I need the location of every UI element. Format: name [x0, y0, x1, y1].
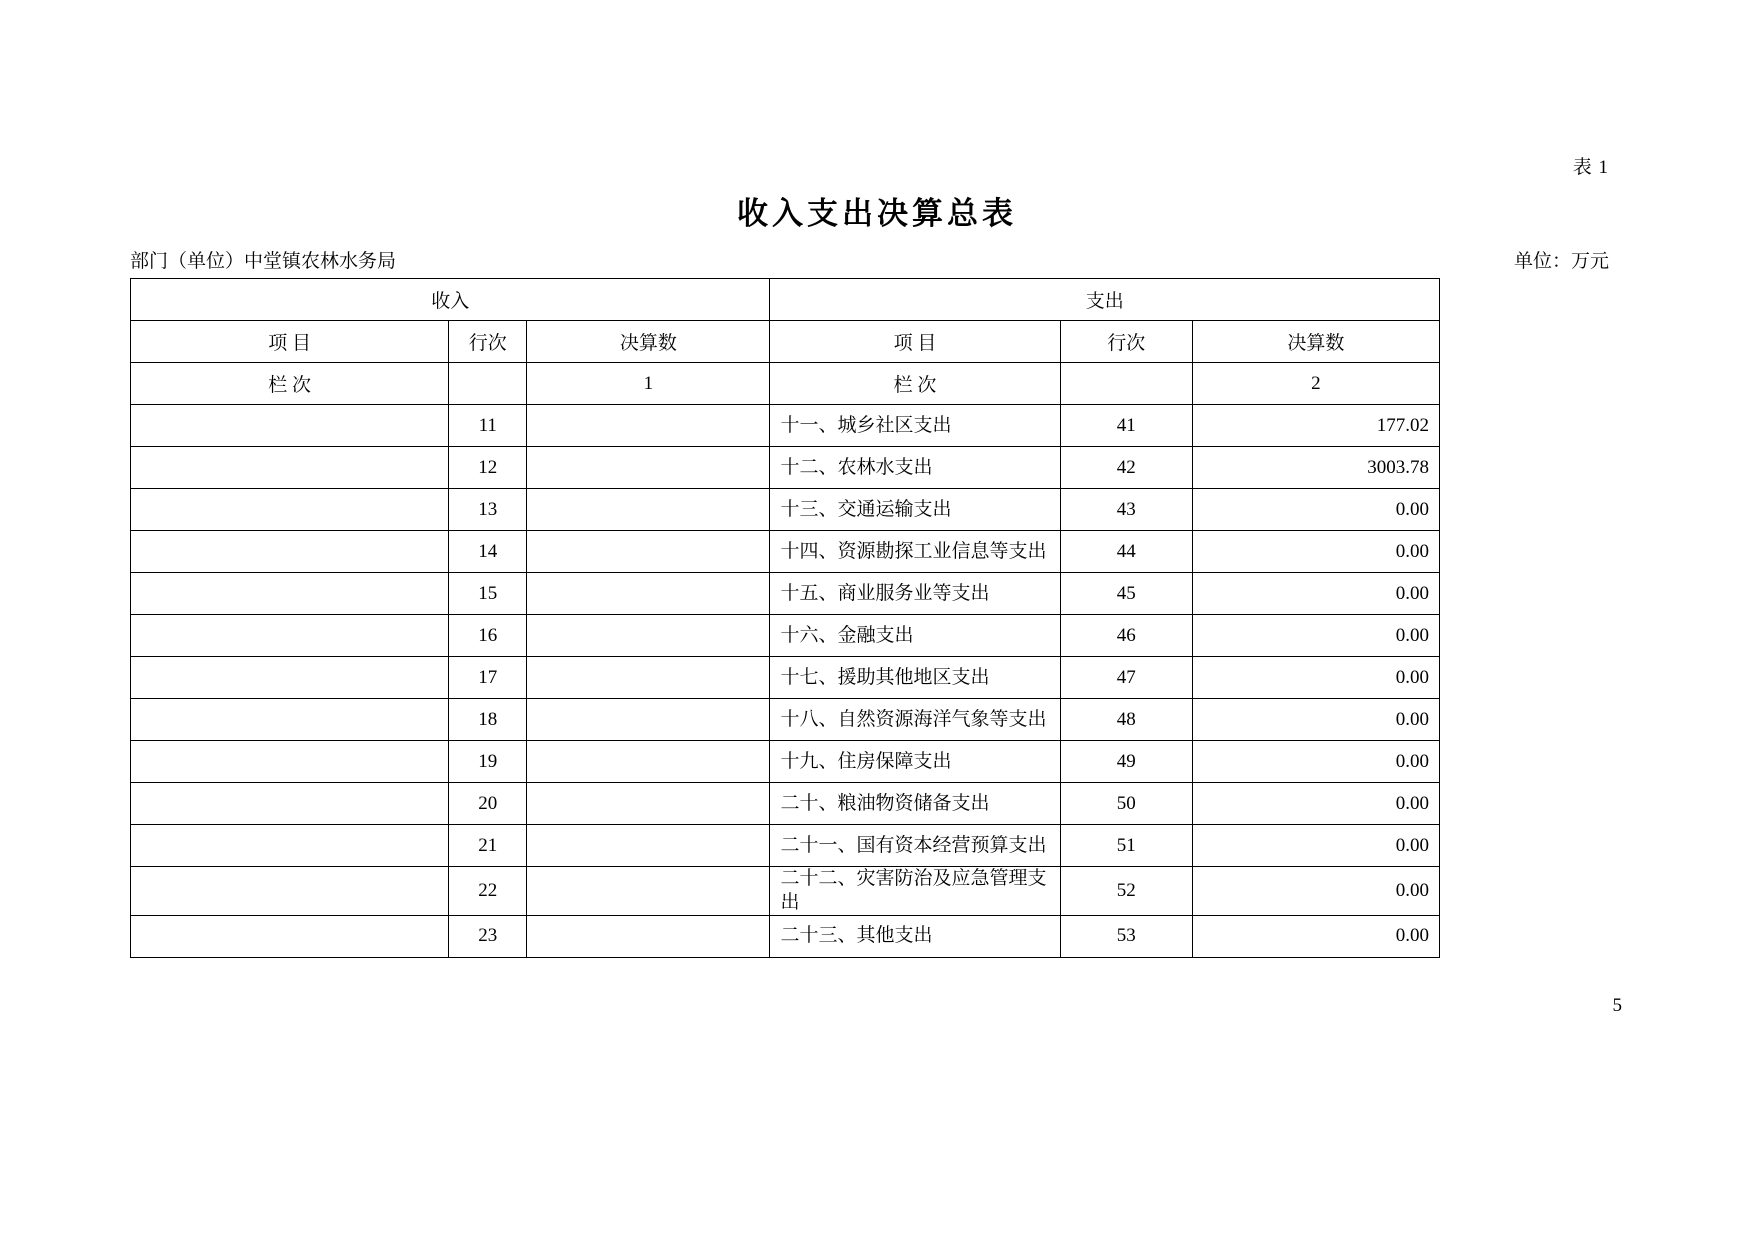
cell-exp-item: 二十二、灾害防治及应急管理支出: [770, 867, 1060, 916]
cell-income-item: [131, 741, 449, 783]
cell-exp-item: 二十、粮油物资储备支出: [770, 783, 1060, 825]
column-header-income-value: 决算数: [527, 321, 770, 363]
cell-exp-row: 51: [1060, 825, 1192, 867]
cell-income-value: [527, 615, 770, 657]
cell-exp-row: 48: [1060, 699, 1192, 741]
cell-income-row: 11: [449, 405, 527, 447]
cell-income-item: [131, 489, 449, 531]
cell-exp-row: 46: [1060, 615, 1192, 657]
cell-income-row: 13: [449, 489, 527, 531]
column-index-exp-label: 栏 次: [770, 363, 1060, 405]
cell-exp-item: 十五、商业服务业等支出: [770, 573, 1060, 615]
cell-exp-value: 0.00: [1192, 741, 1439, 783]
cell-exp-row: 52: [1060, 867, 1192, 916]
cell-income-row: 17: [449, 657, 527, 699]
table-row: [131, 825, 1440, 867]
cell-income-item: [131, 405, 449, 447]
currency-unit-line: 单位：万元: [1513, 251, 1609, 272]
cell-exp-item: 二十一、国有资本经营预算支出: [770, 825, 1060, 867]
cell-income-row: 22: [449, 867, 527, 916]
cell-exp-item: 十四、资源勘探工业信息等支出: [770, 531, 1060, 573]
table-group-header-row: [131, 279, 1440, 321]
column-index-exp-value: 2: [1192, 363, 1439, 405]
group-header-expenditure: 支出: [770, 279, 1440, 321]
column-index-income-value: 1: [527, 363, 770, 405]
table-row: [131, 657, 1440, 699]
cell-income-item: [131, 573, 449, 615]
cell-income-value: [527, 657, 770, 699]
cell-income-item: [131, 447, 449, 489]
cell-exp-row: 45: [1060, 573, 1192, 615]
column-header-exp-item: 项 目: [770, 321, 1060, 363]
cell-income-value: [527, 741, 770, 783]
cell-income-row: 14: [449, 531, 527, 573]
cell-income-row: 15: [449, 573, 527, 615]
column-index-income-label: 栏 次: [131, 363, 449, 405]
table-row: [131, 615, 1440, 657]
cell-exp-row: 44: [1060, 531, 1192, 573]
column-index-exp-row: [1060, 363, 1192, 405]
cell-exp-value: 0.00: [1192, 699, 1439, 741]
column-header-income-item: 项 目: [131, 321, 449, 363]
cell-income-row: 20: [449, 783, 527, 825]
table-row: [131, 405, 1440, 447]
column-header-income-row: 行次: [449, 321, 527, 363]
cell-income-value: [527, 489, 770, 531]
table-row: [131, 867, 1440, 916]
cell-income-value: [527, 867, 770, 916]
budget-table: [130, 278, 1440, 958]
table-label: 表 1: [1572, 157, 1609, 178]
table-row: [131, 741, 1440, 783]
cell-exp-value: 0.00: [1192, 615, 1439, 657]
cell-exp-row: 53: [1060, 915, 1192, 957]
cell-income-item: [131, 867, 449, 916]
cell-exp-item: 十七、援助其他地区支出: [770, 657, 1060, 699]
table-row: [131, 783, 1440, 825]
cell-income-value: [527, 405, 770, 447]
table-column-header-row: [131, 321, 1440, 363]
cell-exp-item: 十一、城乡社区支出: [770, 405, 1060, 447]
cell-exp-row: 49: [1060, 741, 1192, 783]
cell-exp-value: 0.00: [1192, 867, 1439, 916]
cell-exp-value: 0.00: [1192, 783, 1439, 825]
table-column-index-row: [131, 363, 1440, 405]
cell-income-value: [527, 783, 770, 825]
cell-exp-row: 42: [1060, 447, 1192, 489]
cell-income-value: [527, 915, 770, 957]
column-header-exp-row: 行次: [1060, 321, 1192, 363]
cell-income-row: 16: [449, 615, 527, 657]
cell-income-row: 21: [449, 825, 527, 867]
column-header-exp-value: 决算数: [1192, 321, 1439, 363]
cell-exp-item: 二十三、其他支出: [770, 915, 1060, 957]
table-row: [131, 915, 1440, 957]
cell-exp-item: 十二、农林水支出: [770, 447, 1060, 489]
cell-income-value: [527, 531, 770, 573]
cell-income-value: [527, 447, 770, 489]
cell-exp-row: 43: [1060, 489, 1192, 531]
cell-income-item: [131, 531, 449, 573]
cell-exp-value: 3003.78: [1192, 447, 1439, 489]
cell-exp-value: 0.00: [1192, 657, 1439, 699]
cell-exp-value: 0.00: [1192, 915, 1439, 957]
cell-income-item: [131, 615, 449, 657]
cell-exp-row: 47: [1060, 657, 1192, 699]
page-title: 收入支出决算总表: [737, 196, 1017, 232]
cell-income-item: [131, 699, 449, 741]
cell-income-value: [527, 699, 770, 741]
table-row: [131, 699, 1440, 741]
cell-exp-value: 0.00: [1192, 573, 1439, 615]
cell-income-row: 19: [449, 741, 527, 783]
table-row: [131, 573, 1440, 615]
page-number: 5: [1612, 995, 1622, 1016]
cell-income-row: 23: [449, 915, 527, 957]
table-row: [131, 489, 1440, 531]
cell-exp-item: 十八、自然资源海洋气象等支出: [770, 699, 1060, 741]
cell-income-item: [131, 825, 449, 867]
cell-exp-item: 十六、金融支出: [770, 615, 1060, 657]
column-index-income-row: [449, 363, 527, 405]
cell-income-row: 18: [449, 699, 527, 741]
cell-income-item: [131, 915, 449, 957]
cell-income-row: 12: [449, 447, 527, 489]
cell-exp-row: 50: [1060, 783, 1192, 825]
cell-income-item: [131, 783, 449, 825]
cell-exp-row: 41: [1060, 405, 1192, 447]
table-row: [131, 531, 1440, 573]
cell-exp-value: 0.00: [1192, 531, 1439, 573]
cell-exp-value: 177.02: [1192, 405, 1439, 447]
table-row: [131, 447, 1440, 489]
cell-exp-value: 0.00: [1192, 489, 1439, 531]
group-header-income: 收入: [131, 279, 770, 321]
cell-income-value: [527, 825, 770, 867]
cell-exp-item: 十九、住房保障支出: [770, 741, 1060, 783]
cell-income-value: [527, 573, 770, 615]
department-line: 部门（单位）中堂镇农林水务局: [130, 251, 397, 272]
cell-exp-value: 0.00: [1192, 825, 1439, 867]
cell-income-item: [131, 657, 449, 699]
cell-exp-item: 十三、交通运输支出: [770, 489, 1060, 531]
